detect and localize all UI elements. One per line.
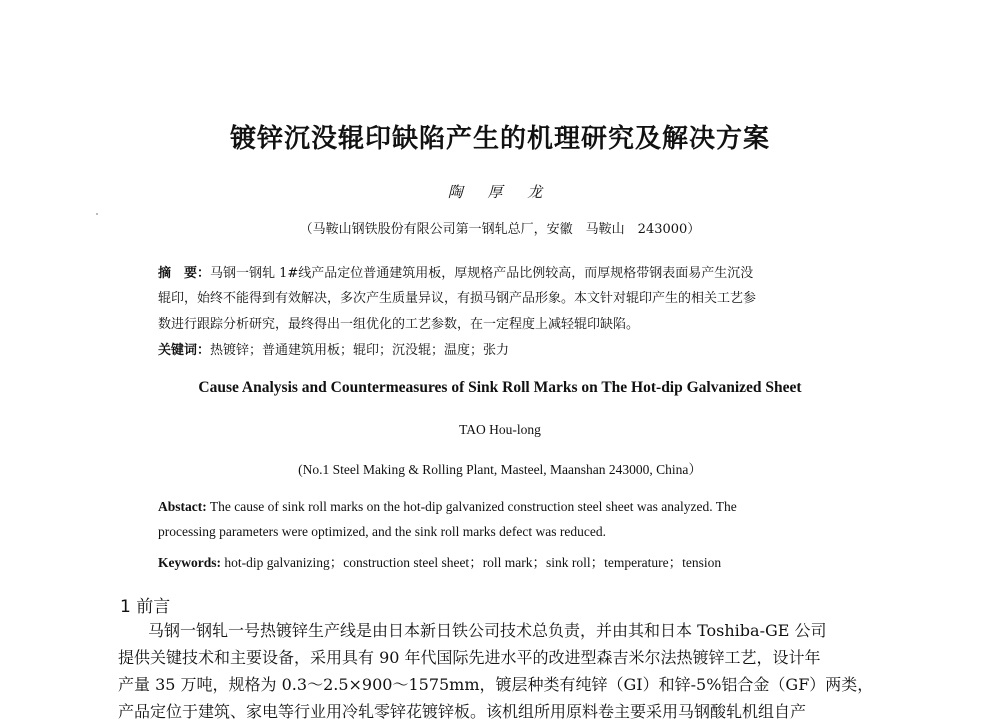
affiliation-en: (No.1 Steel Making & Rolling Plant, Masteel, Maanshan 243000, China） — [298, 462, 702, 477]
abstract-cn-text-1: 马钢一钢轧 1#线产品定位普通建筑用板，厚规格产品比例较高，而厚规格带钢表面易产生沉没 — [210, 266, 754, 281]
keywords-cn-label: 关键词： — [158, 343, 211, 358]
abstract-en-line-2: processing parameters were optimized, and the sink roll marks defect was reduced. — [158, 524, 606, 539]
keywords-en — [158, 551, 721, 571]
section-1-heading: 1 前言 — [120, 597, 171, 617]
abstract-en-label: Abstact: — [158, 499, 207, 514]
keywords-en-label: Keywords: — [158, 555, 221, 570]
keywords-cn-text: 热镀锌；普通建筑用板；辊印；沉没辊；温度；张力 — [210, 343, 510, 358]
abstract-en-line-1 — [158, 499, 737, 515]
abstract-cn-line-2: 辊印，始终不能得到有效解决，多次产生质量异议，有损马钢产品形象。本文针对辊印产生的相关工艺参 — [158, 291, 757, 306]
abstract-en-text-1: The cause of sink roll marks on the hot-dip galvanized construction steel sheet was analyzed. The — [209, 499, 737, 514]
affiliation-cn: （马鞍山钢铁股份有限公司第一钢轧总厂，安徽 马鞍山 243000） — [299, 222, 701, 237]
author-en: TAO Hou-long — [459, 422, 541, 437]
paper-title-cn: 镀锌沉没辊印缺陷产生的机理研究及解决方案 — [229, 124, 770, 154]
section-1-line-4: 产品定位于建筑、家电等行业用冷轧零锌花镀锌板。该机组所用原料卷主要采用马钢酸轧机组自产 — [118, 702, 807, 721]
abstract-cn-line-1 — [158, 262, 753, 281]
section-1-line-1: 马钢一钢轧一号热镀锌生产线是由日本新日铁公司技术总负责，并由其和日本 Toshiba-GE 公司 — [148, 621, 827, 640]
abstract-cn-label: 摘 要： — [158, 266, 211, 281]
abstract-cn-line-3: 数进行跟踪分析研究，最终得出一组优化的工艺参数，在一定程度上减轻辊印缺陷。 — [158, 317, 640, 332]
keywords-en-text: hot-dip galvanizing；construction steel sheet；roll mark；sink roll；temperature；tension — [224, 555, 722, 570]
section-1-line-2: 提供关键技术和主要设备，采用具有 90 年代国际先进水平的改进型森吉米尔法热镀锌工艺，设计年 — [118, 648, 821, 667]
author-cn: 陶 厚 龙 — [447, 183, 553, 201]
scan-speck — [96, 213, 98, 215]
section-1-line-3: 产量 35 万吨，规格为 0.3～2.5×900～1575mm，镀层种类有纯锌（GI）和锌-5%铝合金（GF）两类， — [118, 675, 874, 694]
paper-title-en: Cause Analysis and Countermeasures of Sink Roll Marks on The Hot-dip Galvanized Sheet — [198, 379, 802, 396]
keywords-cn — [158, 339, 509, 358]
